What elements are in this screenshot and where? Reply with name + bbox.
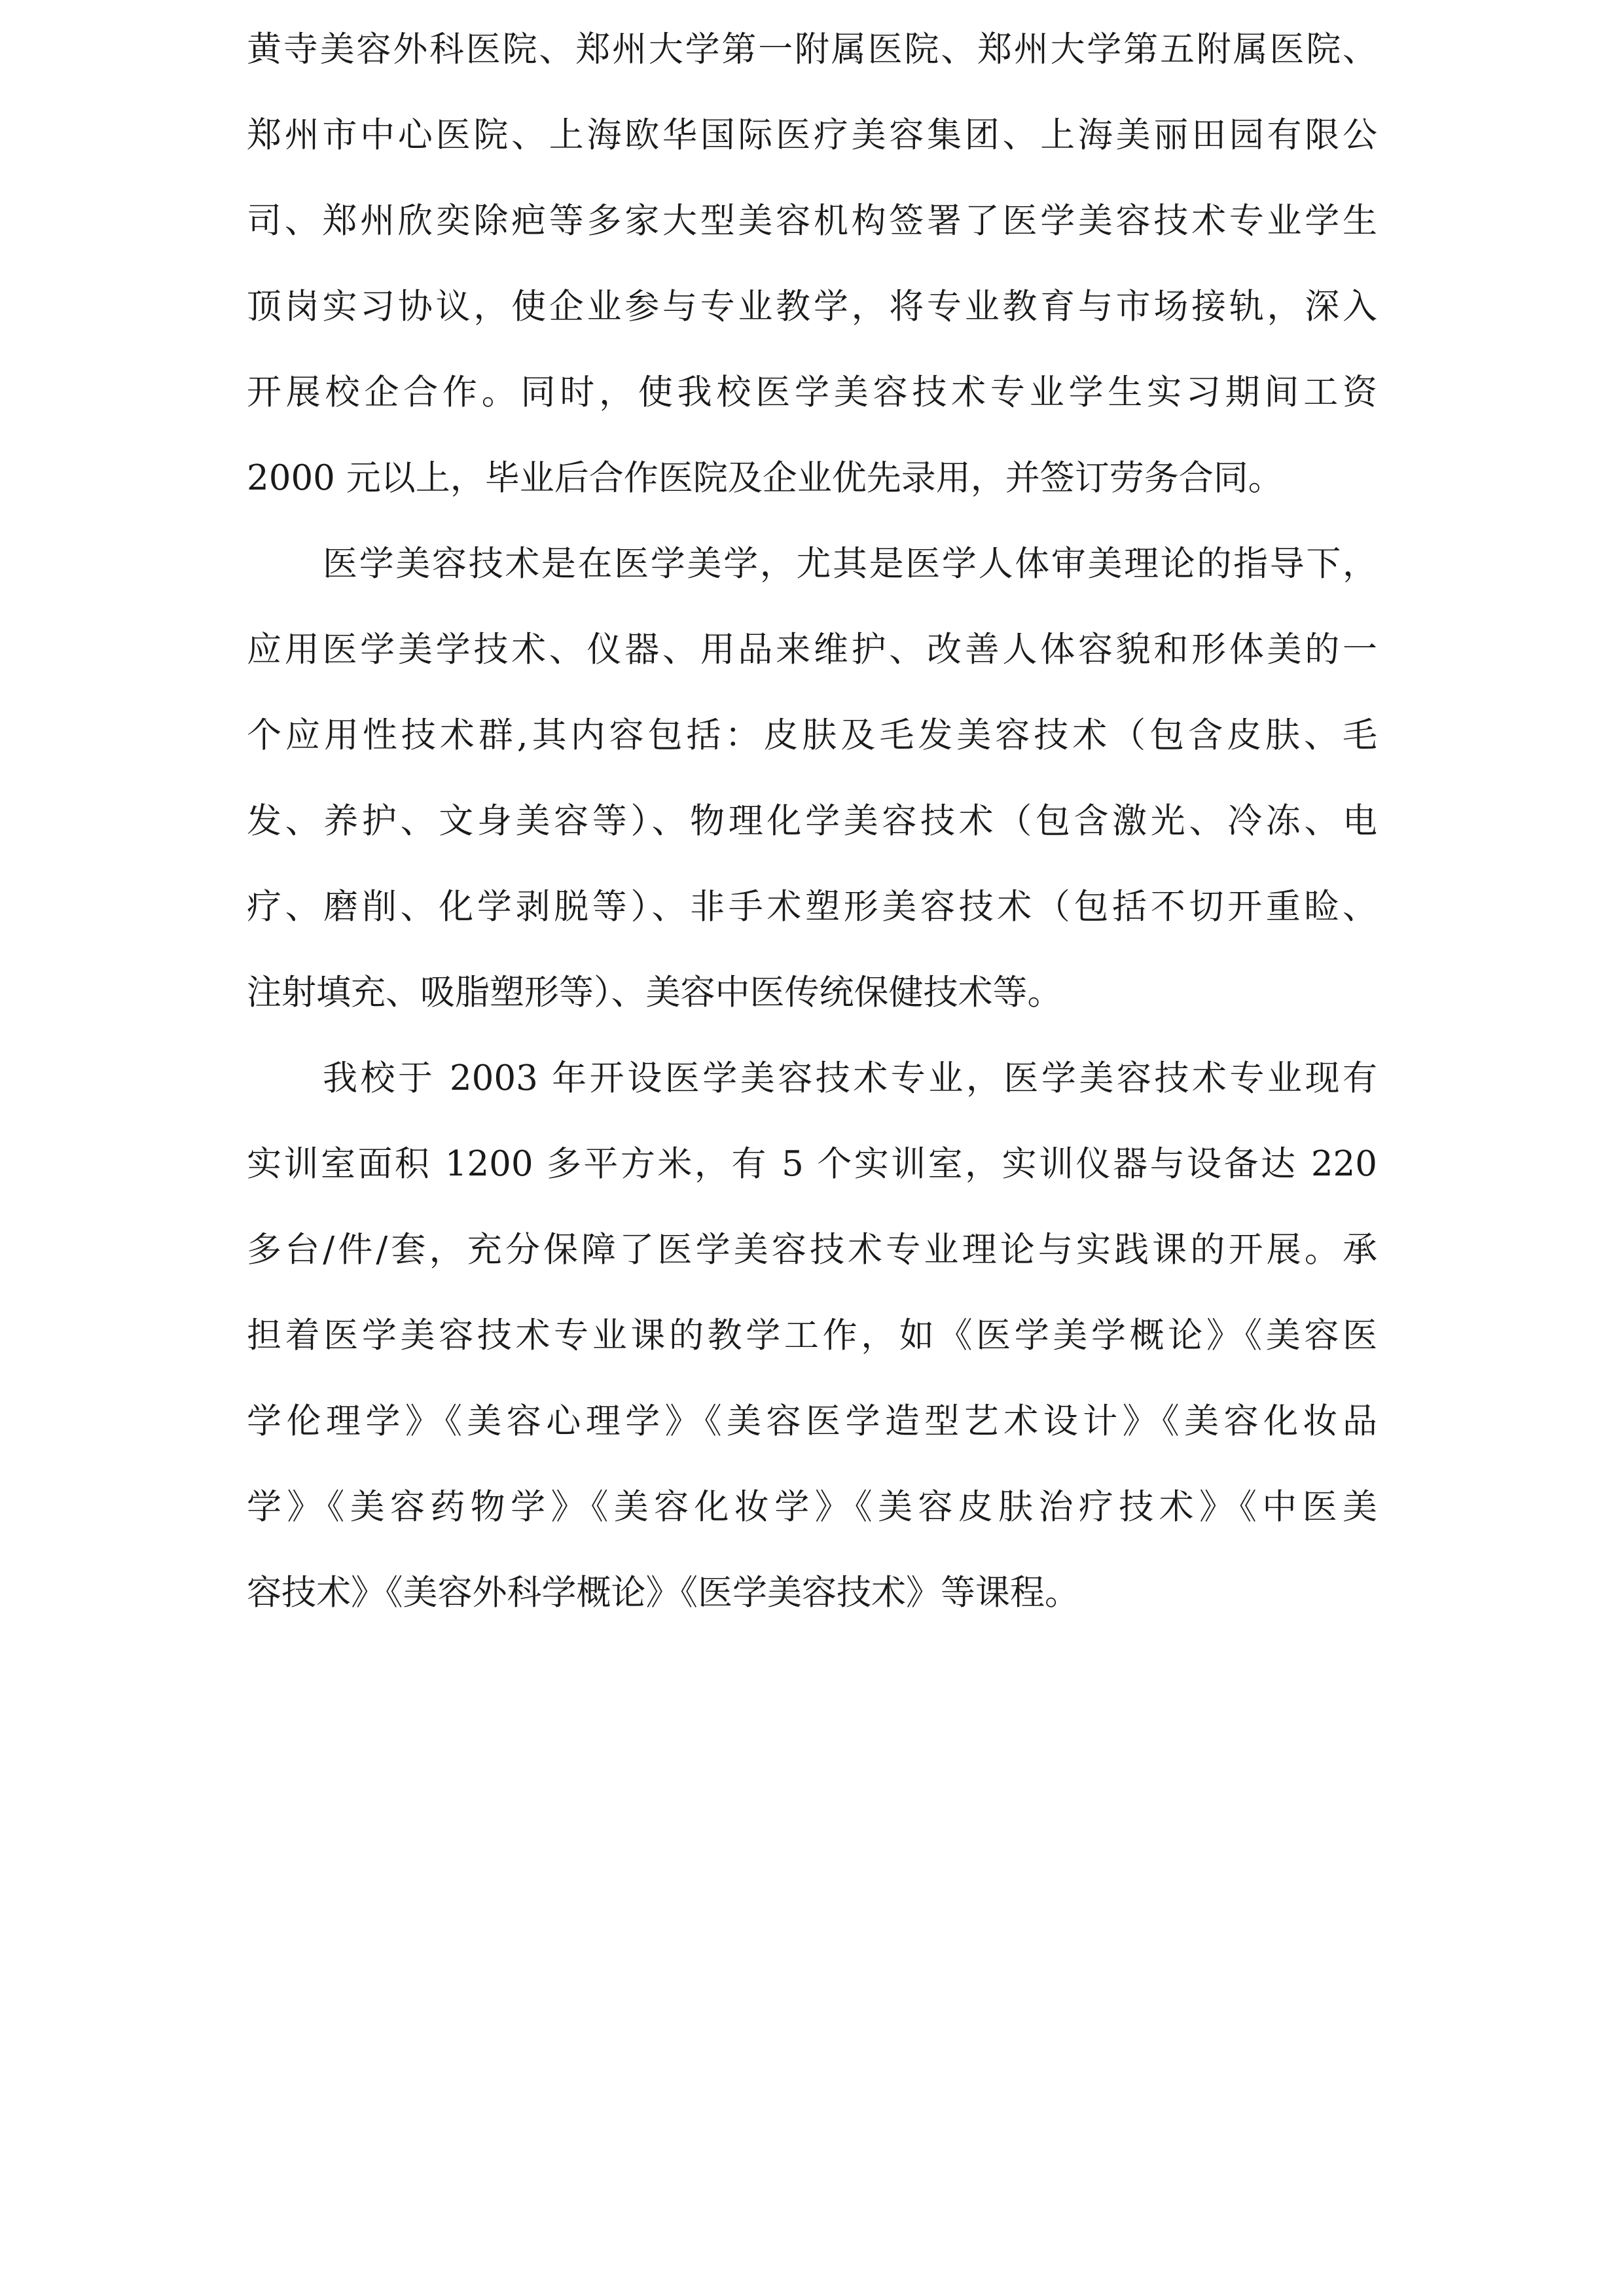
paragraph-definition <box>247 521 1377 1035</box>
text-line: 容技术》《美容外科学概论》《医学美容技术》等课程。 <box>247 1573 1079 1613</box>
text-line: 我校于 2003 年开设医学美容技术专业，医学美容技术专业现有 <box>323 1058 1377 1098</box>
text-line: 2000 元以上，毕业后合作医院及企业优先录用，并签订劳务合同。 <box>247 458 1283 498</box>
text-line: 学》《美容药物学》《美容化妆学》《美容皮肤治疗技术》《中医美 <box>247 1487 1377 1527</box>
text-line: 多台/件/套，充分保障了医学美容技术专业理论与实践课的开展。承 <box>247 1230 1377 1270</box>
text-line: 顶岗实习协议，使企业参与专业教学，将专业教育与市场接轨，深入 <box>247 287 1377 327</box>
text-line: 学伦理学》《美容心理学》《美容医学造型艺术设计》《美容化妆品 <box>247 1401 1377 1441</box>
text-line: 开展校企合作。同时，使我校医学美容技术专业学生实习期间工资 <box>247 372 1377 412</box>
text-line: 担着医学美容技术专业课的教学工作，如《医学美学概论》《美容医 <box>247 1316 1377 1355</box>
text-line: 实训室面积 1200 多平方米，有 5 个实训室，实训仪器与设备达 220 <box>247 1144 1377 1184</box>
text-line: 注射填充、吸脂塑形等）、美容中医传统保健技术等。 <box>247 973 1062 1013</box>
paragraph-cooperation <box>247 7 1377 521</box>
text-line: 司、郑州欣奕除疤等多家大型美容机构签署了医学美容技术专业学生 <box>247 201 1377 241</box>
paragraph-school-program <box>247 1035 1377 1636</box>
text-line: 郑州市中心医院、上海欧华国际医疗美容集团、上海美丽田园有限公 <box>247 115 1377 155</box>
text-line: 个应用性技术群,其内容包括：皮肤及毛发美容技术（包含皮肤、毛 <box>247 715 1377 755</box>
text-line: 医学美容技术是在医学美学，尤其是医学人体审美理论的指导下， <box>323 544 1377 584</box>
text-line: 应用医学美学技术、仪器、用品来维护、改善人体容貌和形体美的一 <box>247 630 1377 670</box>
text-line: 黄寺美容外科医院、郑州大学第一附属医院、郑州大学第五附属医院、 <box>247 29 1377 69</box>
text-line: 发、养护、文身美容等）、物理化学美容技术（包含激光、冷冻、电 <box>247 801 1377 841</box>
text-line: 疗、磨削、化学剥脱等）、非手术塑形美容技术（包括不切开重睑、 <box>247 887 1377 927</box>
document-body <box>247 7 1377 1636</box>
